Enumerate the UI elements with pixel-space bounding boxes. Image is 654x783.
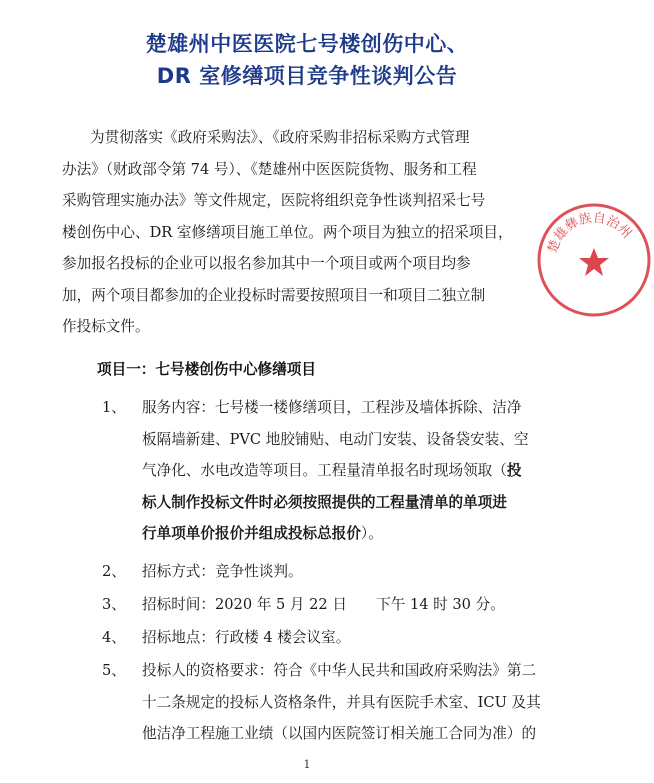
intro-paragraph (62, 122, 562, 343)
intro-line: 楼创伤中心、DR 室修缮项目施工单位。两个项目为独立的招采项目， (62, 223, 513, 241)
item-line (142, 518, 552, 550)
page-number: 1 (303, 758, 311, 771)
seal-text: 楚雄彝族自治州 (545, 210, 635, 256)
item-line: 服务内容：七号楼一楼修缮项目，工程涉及墙体拆除、洁净 (142, 399, 522, 416)
intro-line: 采购管理实施办法》等文件规定，医院将组织竞争性谈判招采七号 (62, 192, 486, 209)
intro-line: 参加报名投标的企业可以报名参加其中一个项目或两个项目均参 (62, 255, 471, 272)
item-text (142, 655, 552, 750)
bold-text: 行单项单价报价并组成投标总报价 (142, 525, 361, 542)
item-number: 2、 (102, 563, 126, 580)
intro-line: 为贯彻落实《政府采购法》、《政府采购非招标采购方式管理 (90, 129, 470, 146)
item-text: 招标时间：2020 年 5 月 22 日 下午 14 时 30 分。 (142, 596, 505, 613)
item-line: 投标人的资格要求：符合《中华人民共和国政府采购法》第二 (142, 662, 537, 679)
item-line (142, 455, 552, 487)
bold-text: 投 (506, 462, 522, 479)
seal-star-icon (579, 248, 609, 276)
project1-heading: 项目一：七号楼创伤中心修缮项目 (97, 361, 316, 378)
item-text (142, 392, 552, 550)
official-seal-stamp (534, 200, 654, 320)
item-number: 4、 (102, 629, 126, 646)
item-text: 招标方式：竞争性谈判。 (142, 563, 303, 580)
item-line-bold: 标人制作投标文件时必须按照提供的工程量清单的单项进 (142, 493, 507, 511)
item-text: 招标地点：行政楼 4 楼会议室。 (142, 629, 351, 646)
item-line: 板隔墙新建、PVC 地胶铺贴、电动门安装、设备袋安装、空 (142, 430, 529, 448)
intro-line: 办法》（财政部令第 74 号）、《楚雄州中医医院货物、服务和工程 (62, 160, 477, 178)
document-title-line1: 楚雄州中医医院七号楼创伤中心、 (145, 32, 469, 56)
document-title-line2: DR 室修缮项目竞争性谈判公告 (156, 64, 458, 88)
item-line: 他洁净工程施工业绩（以国内医院签订相关施工合同为准）的 (142, 725, 537, 742)
item-number: 3、 (102, 596, 126, 613)
item-number: 1、 (102, 399, 126, 416)
item-line-tail: ）。 (360, 525, 383, 542)
item-line: 十二条规定的投标人资格条件，并具有医院手术室、ICU 及其 (142, 693, 541, 711)
item-number: 5、 (102, 662, 126, 679)
item-line-text: 气净化、水电改造等项目。工程量清单报名时现场领取（ (142, 462, 507, 479)
intro-line: 作投标文件。 (62, 318, 150, 335)
intro-line: 加，两个项目都参加的企业投标时需要按照项目一和项目二独立制 (62, 286, 486, 304)
